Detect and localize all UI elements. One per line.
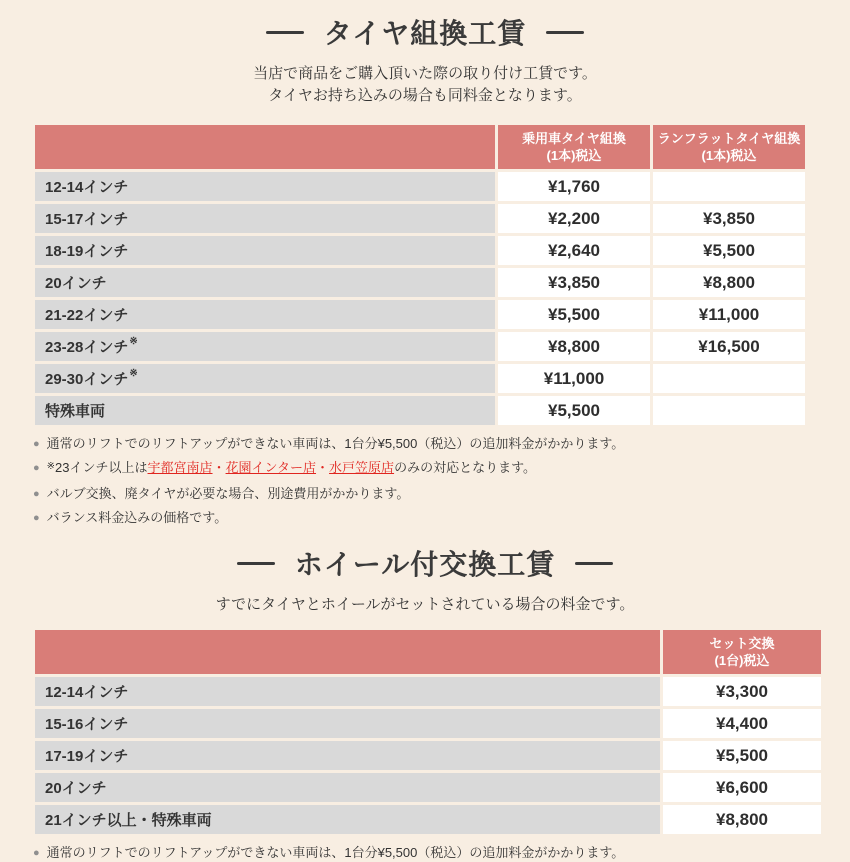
note-text: ※23インチ以上は宇都宮南店・花園インター店・水戸笠原店のみの対応となります。 (46, 460, 537, 475)
price-set: ¥5,500 (663, 741, 821, 770)
bullet-icon: ● (33, 488, 40, 500)
row-label: 29-30インチ ※ (35, 364, 495, 393)
table-row (35, 268, 805, 297)
note-text: 通常のリフトでのリフトアップができない車両は、1台分¥5,500（税込）の追加料金がかかります。 (46, 845, 625, 860)
header-cell-empty (35, 630, 660, 674)
link-separator: ・ (316, 460, 330, 475)
table-row (35, 236, 805, 265)
asterisk-mark: ※ (46, 461, 56, 472)
row-label: 20インチ (35, 268, 495, 297)
table-row (35, 172, 805, 201)
row-label: 12-14インチ (35, 172, 495, 201)
table-row (35, 396, 805, 425)
price-set: ¥4,400 (663, 709, 821, 738)
link-separator: ・ (212, 460, 226, 475)
tire-mount-fee-table (35, 125, 805, 425)
description-line: 当店で商品をご購入頂いた際の取り付け工賃です。 (253, 65, 597, 82)
row-label: 17-19インチ (35, 741, 660, 770)
title-dash-right (546, 31, 584, 34)
price-passenger: ¥2,200 (498, 204, 650, 233)
row-label: 12-14インチ (35, 677, 660, 706)
title-dash-left (266, 31, 304, 34)
price-runflat: ¥8,800 (653, 268, 805, 297)
wheel-set-description (0, 594, 850, 616)
tire-mount-description (0, 63, 850, 107)
price-set: ¥6,600 (663, 773, 821, 802)
row-label: 特殊車両 (35, 396, 495, 425)
title-dash-right (575, 562, 613, 565)
price-set: ¥3,300 (663, 677, 821, 706)
store-link-mito-kasahara[interactable]: 水戸笠原店 (329, 460, 395, 475)
price-runflat (653, 172, 805, 201)
note-text: バルブ交換、廃タイヤが必要な場合、別途費用がかかります。 (46, 486, 410, 501)
table-row (35, 300, 805, 329)
description-line: タイヤお持ち込みの場合も同料金となります。 (268, 87, 582, 104)
price-runflat: ¥3,850 (653, 204, 805, 233)
wheel-set-fee-table (35, 630, 821, 834)
price-runflat: ¥16,500 (653, 332, 805, 361)
table-header-row (35, 125, 805, 169)
tire-mount-fee-title (0, 12, 850, 52)
price-passenger: ¥11,000 (498, 364, 650, 393)
table-row (35, 677, 821, 706)
header-cell-passenger: 乗用車タイヤ組換 (1本)税込 (498, 125, 650, 169)
store-link-hanazono-inter[interactable]: 花園インター店 (225, 460, 317, 475)
price-set: ¥8,800 (663, 805, 821, 834)
note-lift-surcharge (33, 845, 850, 861)
page-title: タイヤ組換工賃 (323, 18, 527, 49)
row-label: 15-17インチ (35, 204, 495, 233)
row-label: 21インチ以上・特殊車両 (35, 805, 660, 834)
table-row (35, 332, 805, 361)
table-row (35, 709, 821, 738)
price-passenger: ¥8,800 (498, 332, 650, 361)
table-header-row (35, 630, 821, 674)
note-store-availability (33, 460, 850, 478)
table-row (35, 805, 821, 834)
table-row (35, 364, 805, 393)
page-title: ホイール付交換工賃 (294, 549, 556, 580)
row-label: 15-16インチ (35, 709, 660, 738)
wheel-set-notes (33, 845, 850, 861)
wheel-set-fee-title (0, 543, 850, 583)
header-cell-set: セット交換 (1台)税込 (663, 630, 821, 674)
price-passenger: ¥5,500 (498, 396, 650, 425)
price-passenger: ¥1,760 (498, 172, 650, 201)
bullet-icon: ● (33, 462, 40, 474)
note-balance-included (33, 510, 850, 526)
table-row (35, 741, 821, 770)
bullet-icon: ● (33, 512, 40, 524)
title-dash-left (237, 562, 275, 565)
price-runflat (653, 396, 805, 425)
header-cell-runflat: ランフラットタイヤ組換 (1本)税込 (653, 125, 805, 169)
price-runflat (653, 364, 805, 393)
header-cell-empty (35, 125, 495, 169)
bullet-icon: ● (33, 847, 40, 859)
row-label: 18-19インチ (35, 236, 495, 265)
note-text: バランス料金込みの価格です。 (46, 510, 228, 525)
table-row (35, 773, 821, 802)
row-label: 23-28インチ ※ (35, 332, 495, 361)
row-label: 21-22インチ (35, 300, 495, 329)
note-text: 通常のリフトでのリフトアップができない車両は、1台分¥5,500（税込）の追加料金がかかります。 (46, 436, 625, 451)
note-valve-disposal (33, 486, 850, 502)
price-runflat: ¥5,500 (653, 236, 805, 265)
price-passenger: ¥2,640 (498, 236, 650, 265)
note-lift-surcharge (33, 436, 850, 452)
row-label: 20インチ (35, 773, 660, 802)
table-row (35, 204, 805, 233)
price-runflat: ¥11,000 (653, 300, 805, 329)
bullet-icon: ● (33, 438, 40, 450)
price-passenger: ¥3,850 (498, 268, 650, 297)
price-passenger: ¥5,500 (498, 300, 650, 329)
description-line: すでにタイヤとホイールがセットされている場合の料金です。 (215, 596, 635, 613)
store-link-utsunomiya-minami[interactable]: 宇都宮南店 (147, 460, 213, 475)
tire-mount-notes (33, 436, 850, 526)
